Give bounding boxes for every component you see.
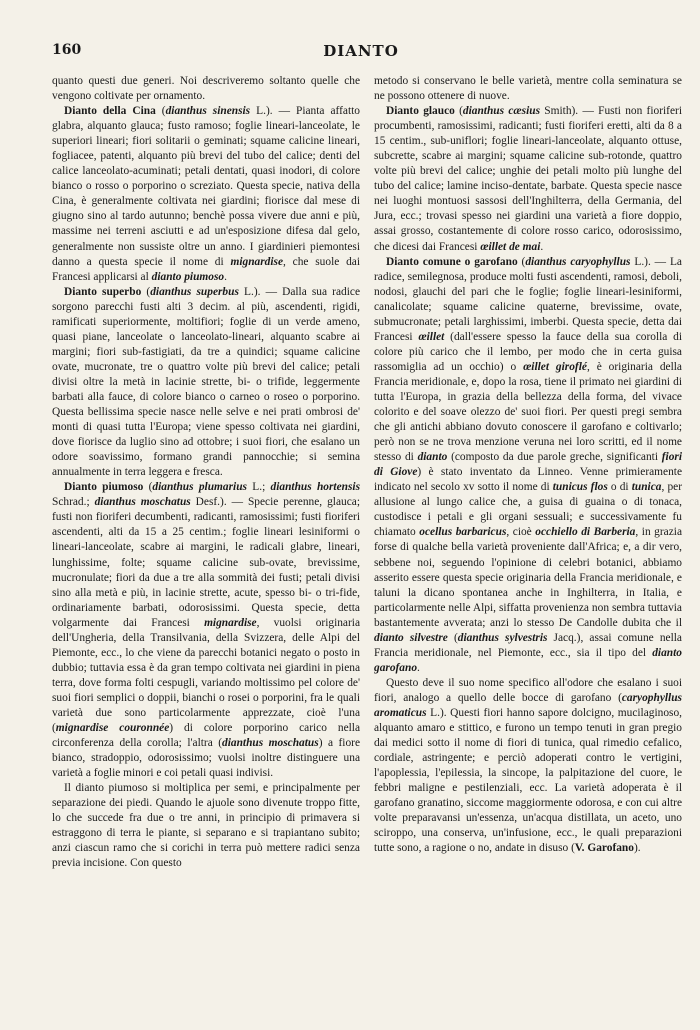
paragraph (374, 255, 682, 676)
latin-name: dianto (417, 451, 448, 464)
text-run: L.). — Dalla sua radice sorgono parecchi fusti alti 3 decim. al più, ascendenti, rigidi, ramificati superiormente, moltifiori; foglie di un verde ameno, quasi piane, lanceolate o lanceolato-lineari, alquanto scabre ai margini; fiori sub-fastigiati, da tre a quindici; squame calicine ovate, mucronate, tre o quattro volte più brevi del calice; petali divisi oltre la metà in lacinie strette, bi- o trifide, leggermente barbati alla fauce, di colore bianco o carneo o roseo o porporino. Questa bellissima specie nasce nelle selve e nei prati ombrosi de' monti di quasi tutta l'Europa; viene spesso coltivata nei giardini, dove fiorisce da luglio sino ad ottobre; i suoi fiori, che esalano un odore soavissimo, formano grandi pannocchie; si semina annualmente in terra leggera e fresca. (52, 285, 360, 479)
text-run: ( (155, 105, 166, 118)
latin-name: mignardise (230, 255, 284, 268)
text-run: , vuolsi originaria dell'Ungheria, della Transilvania, della Svizzera, delle Alpi del Piemonte, ecc., lo che viene da parecchi botanici negato o posto in dubbio; tuttavia essa è da gran tempo coltivata nei giardini in piena terra, dove forma folti cespugli, variando moltissimo pel colore de' suoi fiori semplici o doppii, bianchi o rosei o porporini, fra le quali varietà due sono particolarmente apprezzate, cioè l'una ( (52, 616, 360, 735)
latin-name: dianthus hortensis (270, 481, 360, 494)
entry-heading: Dianto comune o garofano (386, 255, 518, 268)
latin-name: dianthus caryophyllus (525, 255, 631, 268)
text-run: ( (517, 255, 526, 268)
latin-name: dianto piumoso (151, 270, 225, 283)
text-run: Schrad.; (52, 496, 95, 509)
latin-name: dianthus superbus (150, 285, 239, 298)
paragraph (374, 104, 682, 254)
text-run: (dall'essere spesso la fauce della sua corolla di colore più carico che il lembo, per modo che in certa guisa rassomiglia ad un occhio) o (374, 330, 682, 373)
paragraph (374, 74, 682, 104)
entry-heading: Dianto glauco (386, 105, 455, 118)
text-run: Jacq.), assai comune nella Francia meridionale, nel Piemonte, ecc., sia il tipo del (374, 631, 682, 659)
latin-name: ocellus barbaricus (419, 526, 507, 539)
latin-name: dianthus moschatus (94, 496, 191, 509)
latin-name: œillet (418, 330, 445, 343)
text-run: (composto da due parole greche, significanti (447, 451, 662, 464)
latin-name: œillet de mai (480, 240, 541, 253)
latin-name: dianthus sinensis (165, 105, 251, 118)
text-run: Smith). — Fusti non fioriferi procumbenti, ramosissimi, radicanti; fusti fioriferi eretti, alti da 8 a 15 centim., sub-uniflori; foglie lineari-lanceolate, alquanto ottuse, subcrette, scabre ai margini; squame calicine sub-rotonde, quattro volte più brevi del calice; unghie dei petali molto più lunghe del tubo del calice; lamine inciso-dentate, barbate. Questa specie nasce nei luoghi montuosi sassosi dell'Inghilterra, della Germania, del Jura, ecc.; trovasi spesso nei giardini una varietà a fiore doppio, assai grosso, costantemente di colore rosso carico, odorosissimo, che dicesi dai Francesi (374, 105, 682, 253)
text-run: ) di colore porporino carico nella circonferenza della corolla; l'altra ( (52, 722, 360, 750)
latin-name: fiori di Giove (374, 451, 682, 479)
text-run: o di (607, 481, 632, 494)
text-run: ( (447, 631, 458, 644)
text-run: ) è stato inventato da Linneo. Venne primieramente indicato nel secolo xv sotto il nome di (374, 466, 682, 494)
text-run: , in grazia forse di qualche bella varietà proveniente dall'Africa; e, a dir vero, sebbene noi, seguendo l'opinione di celebri botanici, abbiamo asserito essere questa specie originaria della Francia meridionale, e taluni la dicano spontanea anche in Inghilterra, in Italia, e particolarmente nelle Alpi, siffatta provenienza non sembra tuttavia bastantemente avverata; anzi lo stesso De Candolle dubita che il (374, 526, 682, 629)
entry-heading: V. Garofano (574, 842, 634, 855)
text-run: ). (633, 842, 641, 855)
page-number: 160 (52, 42, 82, 58)
latin-name: dianthus sylvestris (457, 631, 548, 644)
entry-heading: Dianto superbo (64, 285, 142, 298)
text-run: , cioè (506, 526, 536, 539)
text-columns (52, 74, 682, 1020)
paragraph (52, 285, 360, 481)
right-column (374, 74, 682, 1020)
latin-name: dianthus moschatus (222, 737, 319, 750)
page-header (52, 42, 670, 66)
latin-name: caryophyllus aromaticus (374, 691, 682, 719)
text-run: Il dianto piumoso si moltiplica per semi, e principalmente per separazione dei piedi. Quando le ajuole sono divenute troppo fitte, lo che succede fra due o tre anni, in principio di primavera si estraggono di terra le piante, si separano e si trapiantano subito; anzi ciascun ramo che si corichi in terra può mettere radici senza previa incisione. Con questo (52, 782, 360, 870)
text-run: metodo si conservano le belle varietà, mentre colla seminatura se ne possono ottenere di nuove. (374, 75, 682, 103)
text-run: ( (141, 285, 151, 298)
text-run: . (417, 661, 420, 674)
text-run: ( (454, 105, 463, 118)
entry-heading: Dianto piumoso (64, 481, 144, 494)
text-run: . (540, 240, 544, 253)
text-run: ) a fiore bianco, stradoppio, odorosissimo; vuolsi inoltre distinguere una varietà a foglie minori e coi petali quasi indivisi. (52, 737, 360, 780)
running-title: DIANTO (323, 42, 399, 60)
text-run: Questo deve il suo nome specifico all'odore che esalano i suoi fiori, analogo a quello delle bocce di garofano ( (374, 676, 682, 704)
paragraph (52, 781, 360, 871)
text-run: , per allusione al lungo calice che, a guisa di guaina o di tonaca, custodisce i petali e gli organi sessuali; e successivamente fu chiamato (374, 481, 682, 539)
paragraph (52, 480, 360, 781)
text-run: L.). — La radice, semilegnosa, produce molti fusti ascendenti, ramosi, deboli, nodosi, glauchi del pari che le foglie; foglie lineari-lesiniformi, canalicolate; squame calicine quaterne, brevissime, ovate, submucronate; petali larghissimi, imberbi. Questa specie, detta dai Francesi (374, 255, 682, 343)
latin-name: œillet giroflé (523, 360, 587, 373)
text-run: quanto questi due generi. Noi descriveremo soltanto quelle che vengono coltivate per ornamento. (52, 75, 360, 103)
text-run: L.). Questi fiori hanno sapore dolcigno, mucilaginoso, alquanto amaro e stittico, e furono un tempo tenuti in gran pregio dai medici sotto il nome di fiori di tunica, qual rimedio cefalico, cordiale, astringente; e perciò adoperati contro le vertigini, l'apoplessia, l'epilessia, la sincope, la palpitazione del cuore, le febbri maligne e pestilenziali, ecc. La varietà adoperata è il garofano granatino, siccome maggiormente odorosa, e con cui altre volte preparavansi un'essenza, un'acqua distillata, un aceto, uno sciroppo, una conserva, un'infusione, ecc., le quali preparazioni tutte sono, a ragione o no, andate in disuso ( (374, 706, 682, 855)
latin-name: mignardise couronnée (55, 722, 170, 735)
latin-name: dianto garofano (374, 646, 682, 674)
text-run: , che suole dai Francesi applicarsi al (52, 255, 360, 283)
latin-name: tunicus flos (552, 481, 608, 494)
latin-name: occhiello di Barberia (535, 526, 636, 539)
paragraph (52, 104, 360, 285)
text-run: ( (143, 481, 153, 494)
left-column (52, 74, 360, 1020)
latin-name: dianto silvestre (374, 631, 448, 644)
text-run: L.). — Pianta affatto glabra, alquanto glauca; fusto ramoso; foglie lineari-lanceolate, le superiori lineari; fiori solitarii o geminati; squame calicine lineari, fogliacee, patenti, alquanto più brevi del tubo del calice; denti del calice lanceolato-acuminati; petali dentati, quasi inodori, di colore bianco o rosso o porporino o screziato. Questa specie, nativa della Cina, è generalmente coltivata nei giardini; fiorisce dal mese di giugno sino al tardo autunno; benchè possa vivere due anni e più, massime nei terreni asciutti e ad un'esposizione difesa dal gelo, generalmente non sussiste oltre un anno. I giardinieri piemontesi danno a questa specie il nome di (52, 105, 360, 268)
latin-name: tunica (631, 481, 662, 494)
text-run: Desf.). — Specie perenne, glauca; fusti non fioriferi decumbenti, radicanti, ramosissimi; fusti fioriferi ascendenti, alti da 15 a 25 centim.; foglie lineari lesiniformi o lineari-lanceolate, scabre ai margini, le radicali glabre, lineari, lunghissime, folte; squame calicine sub-ovate, brevissime, mucronulate; fiori da due a tre alla sommità dei fusti; petali divisi sino alla metà e più, in lacinie strette, acute, spesso bi- o tri-fide, ordinariamente barbati, odorosissimi. Questa specie, detta volgarmente dai Francesi (52, 496, 360, 629)
text-run: . (224, 270, 227, 283)
latin-name: dianthus plumarius (152, 481, 247, 494)
text-run: , è originaria della Francia meridionale, e, dopo la rosa, tiene il primato nei giardini di tutta l'Europa, in grazia della bellezza della forma, del vivace colorito e del soave olezzo de' suoi fiori. Per questi pregi sembra che gli antichi abbiano dovuto conoscere il garofano e coltivarlo; però non se ne trova menzione veruna nei loro scritti, ed il nome stesso di (374, 360, 682, 464)
latin-name: dianthus cæsius (462, 105, 541, 118)
paragraph (52, 74, 360, 104)
latin-name: mignardise (204, 616, 257, 629)
text-run: L.; (246, 481, 271, 494)
paragraph (374, 676, 682, 857)
entry-heading: Dianto della Cina (64, 105, 156, 118)
